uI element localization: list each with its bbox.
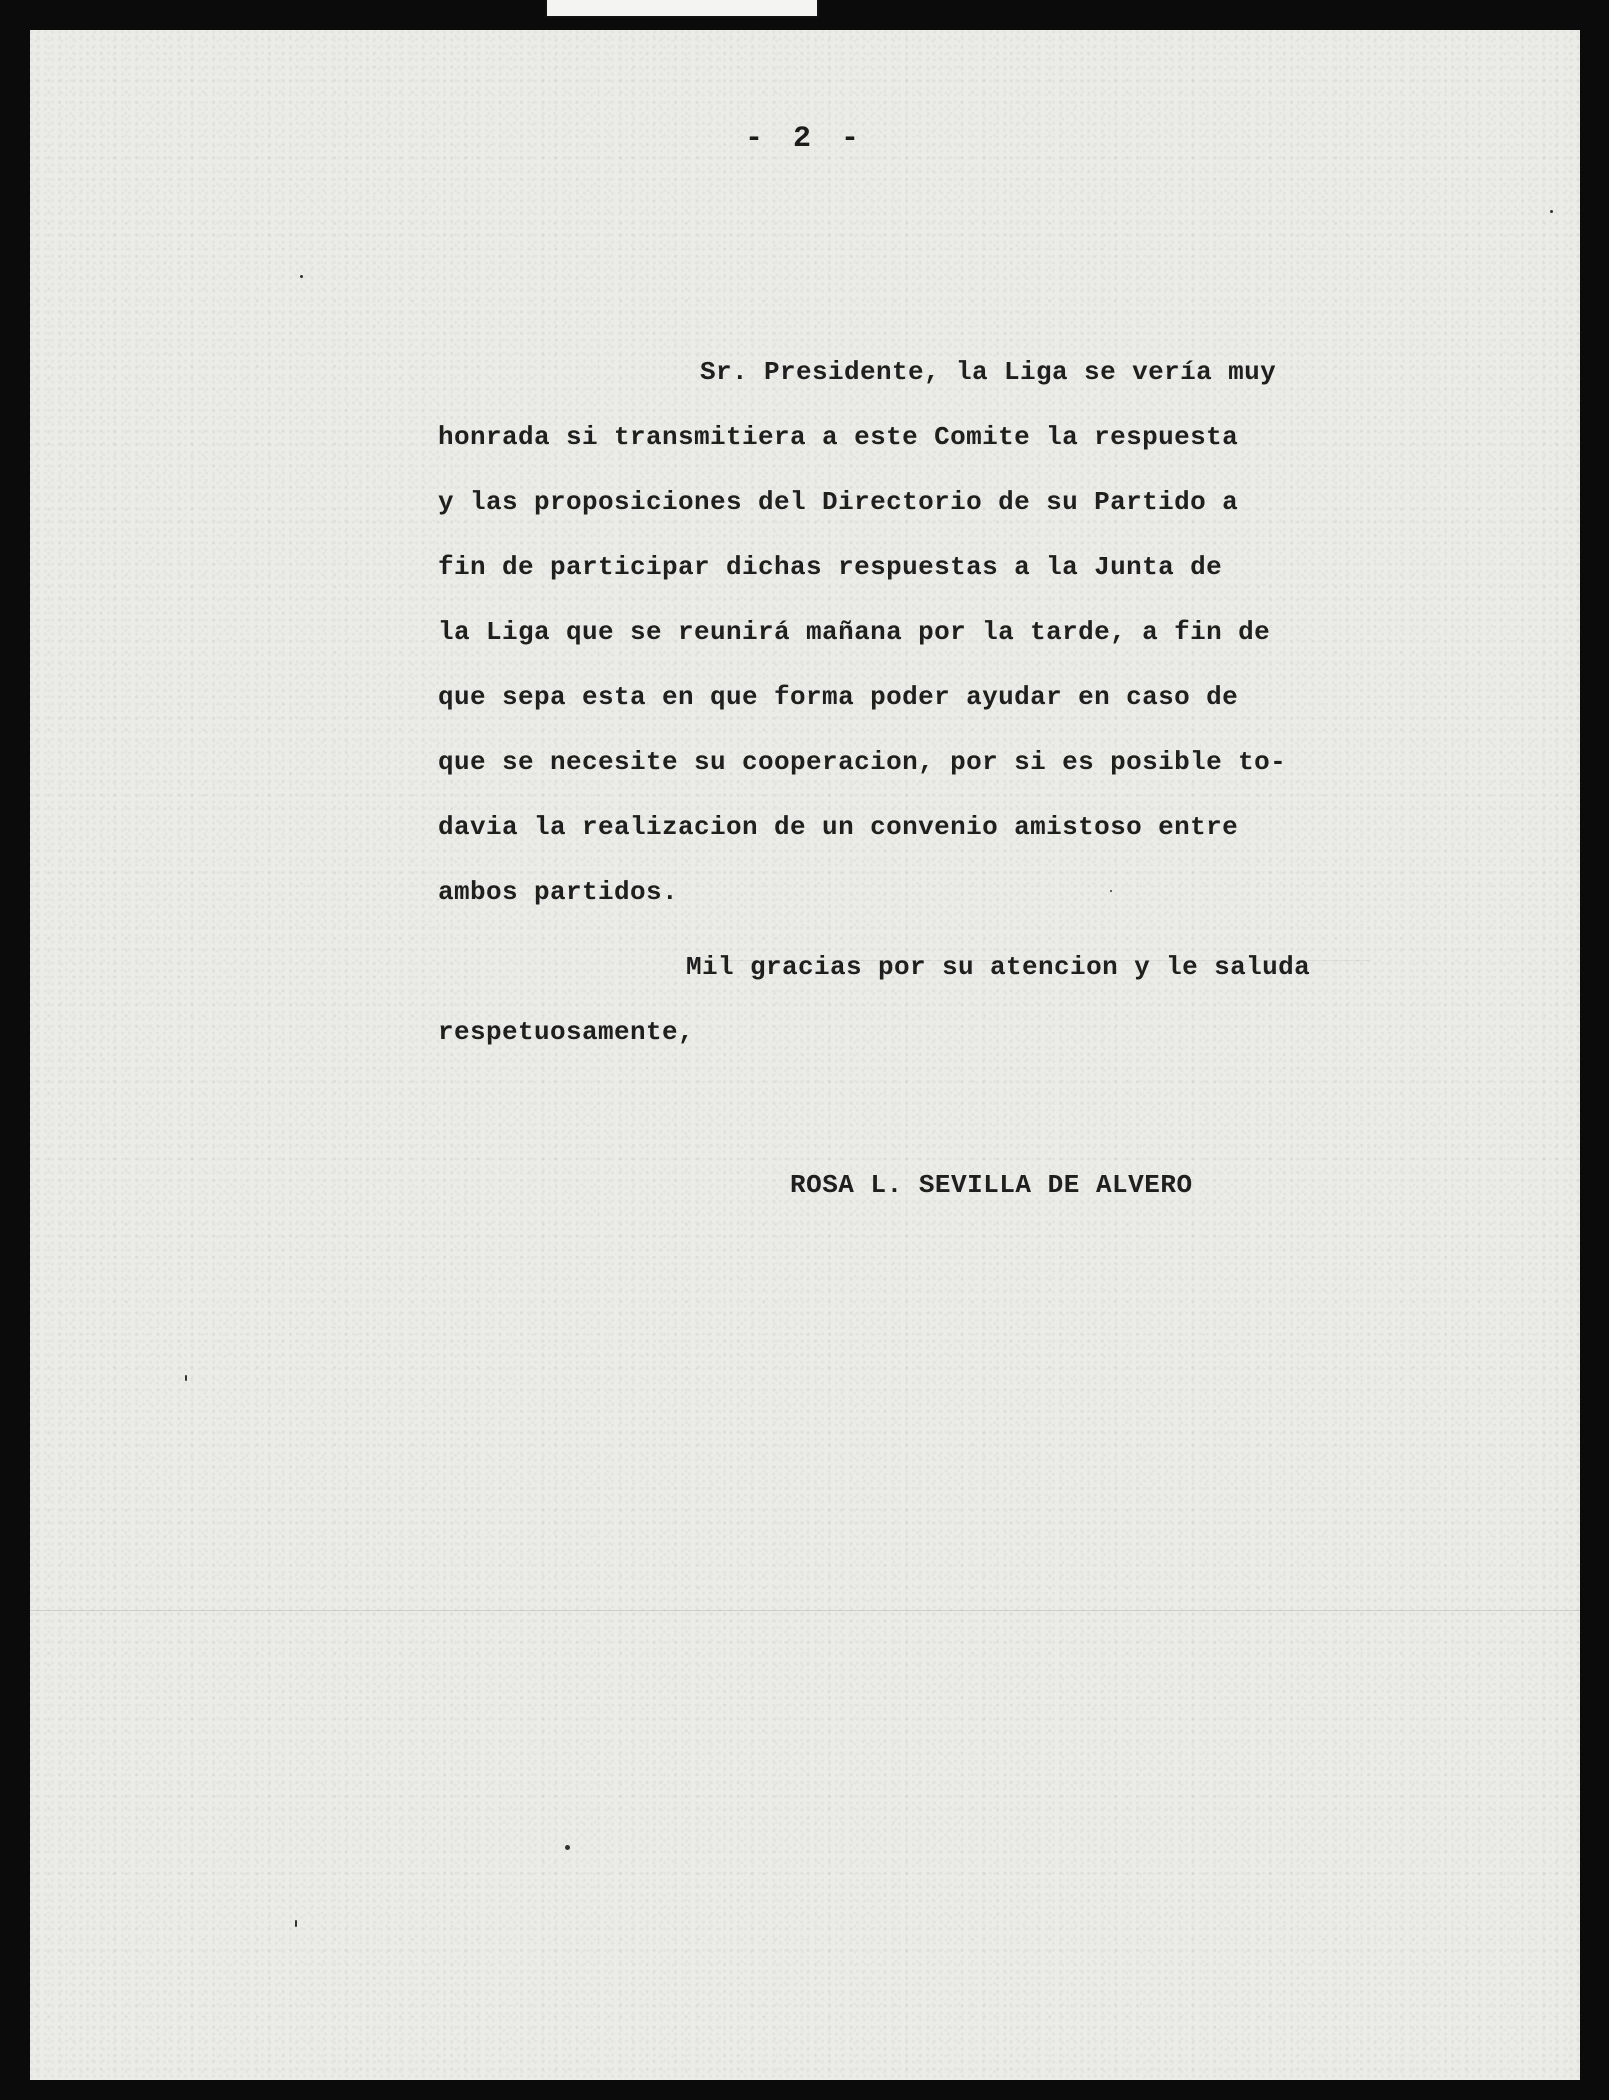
fold-line [30,1610,1580,1611]
scan-speck [1550,210,1553,213]
signature-name: ROSA L. SEVILLA DE ALVERO [790,1170,1193,1200]
scan-speck [565,1845,570,1850]
body-line: la Liga que se reunirá mañana por la tarde, a fin de [438,617,1271,647]
scan-speck [295,1920,297,1927]
letter-body [438,340,1358,925]
body-line: que sepa esta en que forma poder ayudar en caso de [438,682,1239,712]
scan-speck [185,1375,187,1381]
closing-line: Mil gracias por su atencion y le saluda [686,952,1311,982]
scan-speck [300,275,303,278]
body-line: davia la realizacion de un convenio amistoso entre [438,812,1239,842]
body-line: Sr. Presidente, la Liga se vería muy [700,357,1277,387]
closing-line: respetuosamente, [438,1017,695,1047]
page-number: - 2 - [745,122,866,156]
scan-speck [1110,890,1112,892]
body-line: honrada si transmitiera a este Comite la respuesta [438,422,1239,452]
body-line: ambos partidos. [438,877,679,907]
top-edge-tab [545,0,819,18]
body-line: que se necesite su cooperacion, por si es posible to- [438,747,1287,777]
letter-closing [438,935,1358,1065]
body-line: fin de participar dichas respuestas a la Junta de [438,552,1223,582]
document-page [30,30,1580,2080]
body-line: y las proposiciones del Directorio de su Partido a [438,487,1239,517]
